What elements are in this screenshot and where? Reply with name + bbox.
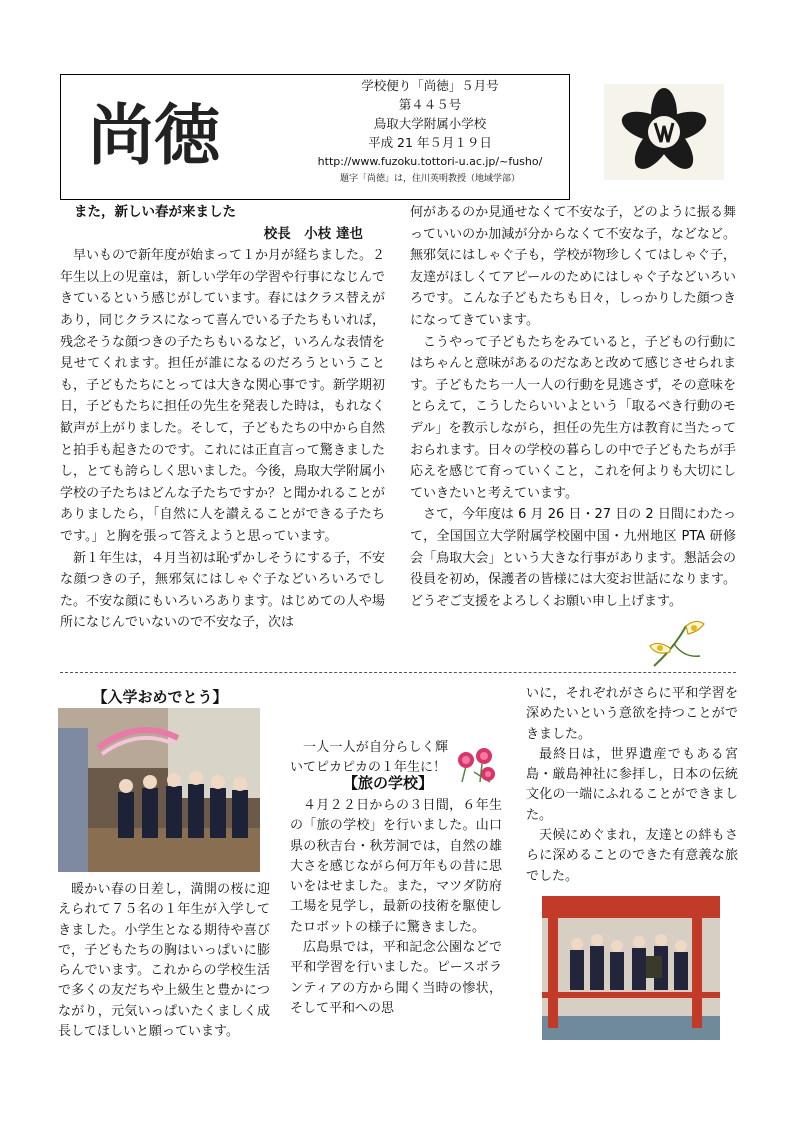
paragraph: ４月２２日からの３日間，６年生の「旅の学校」を行いました。山口県の秋吉台・秋芳洞では，自然の雄大さを感じながら何万年もの昔に思いをはせました。また，マツダ防府工場を見学し，最新の技術を駆使したロボットの様子に驚きました。 [290, 798, 502, 935]
paragraph: 最終日は，世界遺産でもある宮島・厳島神社に参拝し，日本の伝統文化の一端にふれることができました。 [526, 746, 738, 823]
paragraph: さて，今年度は 6 月 26 日・27 日の 2 日間にわたって，全国国立大学附属学校園中国・九州地区 PTA 研修会「鳥取大会」という大きな行事があります。懇話会の役員を初め，保護者の皆様には大変お世話になります。どうぞご支援をよろしくお願い申し上げます。 [410, 507, 736, 609]
trip-heading: 【旅の学校】 [342, 774, 433, 792]
article-main-col1 [60, 202, 385, 634]
paragraph: 何があるのか見通せなくて不安な子，どのように振る舞っていいのか加減が分からなくて不安な子，などなど。無邪気にはしゃぐ子も，学校が物珍しくてはしゃぐ子，友達がほしくてアピールのためにはしゃぐ子などいろいろです。こんな子どもたちも日々，しっかりした顔つきになってきています。 [410, 205, 736, 328]
lily-icon [644, 618, 714, 670]
svg-text:尚徳: 尚徳 [88, 96, 220, 174]
roses-icon [452, 742, 502, 784]
calligraphy-title [84, 88, 224, 178]
issue-number: 第４４５号 [398, 97, 462, 112]
article-main-col2 [410, 202, 736, 612]
paragraph: こうやって子どもたちをみていると，子どもの行動にはちゃんと意味があるのだなあと改めて感じさせられます。子どもたち一人一人の行動を見逃さず，その意味をとらえて，こうしたらいいよという「取るべき行動のモデル」を教示しながら，担任の先生方は教育に当たっておられます。日々の学校の暮らしの中で子どもたちが手応えを感じて育っていくこと，これを何よりも大切にしていきたいと考えています。 [410, 334, 736, 501]
masthead-info [300, 76, 560, 187]
trip-col2 [526, 684, 738, 887]
paragraph: 暖かい春の日差し，満開の桜に迎えられて７５名の１年生が入学してきました。小学生となる期待や喜びで，子どもたちの胸はいっぱいに膨らんでいます。これからの学校生活で多くの友だちや上級生と豊かにつながり，元気いっぱいたくましく成長してほしいと願っています。 [58, 882, 270, 1040]
school-name: 鳥取大学附属小学校 [373, 116, 487, 131]
paragraph: 一人一人が自分らしく輝いてピカピカの１年生に！ [290, 740, 448, 776]
issue-date: 平成 21 年５月１９日 [368, 135, 492, 150]
calligraphy-note: 題字「尚徳」は，住川英明教授（地域学部） [339, 174, 520, 184]
paragraph: 早いもので新年度が始まって１か月が経ちました。２年生以上の児童は，新しい学年の学習や行事になじんできているという感じがしています。春にはクラス替えがあり，同じクラスになって喜んでいる子たちもいれば，残念そうな顔つきの子たちもいるなど，いろんな表情を見せてくれます。担任が誰になるのだろうということも，子どもたちにとっては大きな関心事です。新学期初日，子どもたちに担任の先生を発表した時は，もれなく歓声が上がりました。そして，子どもたちの中から自然と拍手も起きたのです。これには正直言って驚きましたし，とても誇らしく思いました。今後，鳥取大学附属小学校の子たちはどんな子たちですか？と聞かれることがありましたら，「自然に人を讃えることができる子たちです。」と胸を張って答えようと思っています。 [60, 248, 386, 544]
paragraph: 天候にめぐまれ，友達との絆もさらに深めることのできた有意義な旅でした。 [526, 828, 738, 884]
paragraph: 広島県では，平和記念公園などで平和学習を行いました。ピースボランティアの方から聞く当時の惨状，そして平和への思 [290, 940, 502, 1016]
newsletter-name: 学校便り「尚徳」５月号 [361, 78, 499, 93]
paragraph: 新１年生は，４月当初は恥ずかしそうにする子，不安な顔つきの子，無邪気にはしゃぐ子などいろいろでした。不安な顔にもいろいろあります。はじめての人や場所になじんでいないので不安な子，次は [60, 550, 386, 631]
entrance-body [58, 880, 270, 1042]
school-crest-icon [604, 84, 724, 180]
shrine-visit-photo [542, 896, 720, 1040]
school-url[interactable]: http://www.fuzoku.tottori-u.ac.jp/~fusho/ [317, 155, 543, 168]
entrance-heading: 【入学おめでとう】 [92, 688, 228, 706]
article-author: 校長 小枝 達也 [263, 225, 363, 242]
article-title: また，新しい春が来ました [74, 204, 236, 220]
section-divider [60, 672, 736, 673]
trip-col1 [290, 796, 502, 1019]
paragraph: いに，それぞれがさらに平和学習を深めたいという意欲を持つことができました。 [526, 686, 738, 742]
entrance-ceremony-photo [58, 708, 260, 872]
